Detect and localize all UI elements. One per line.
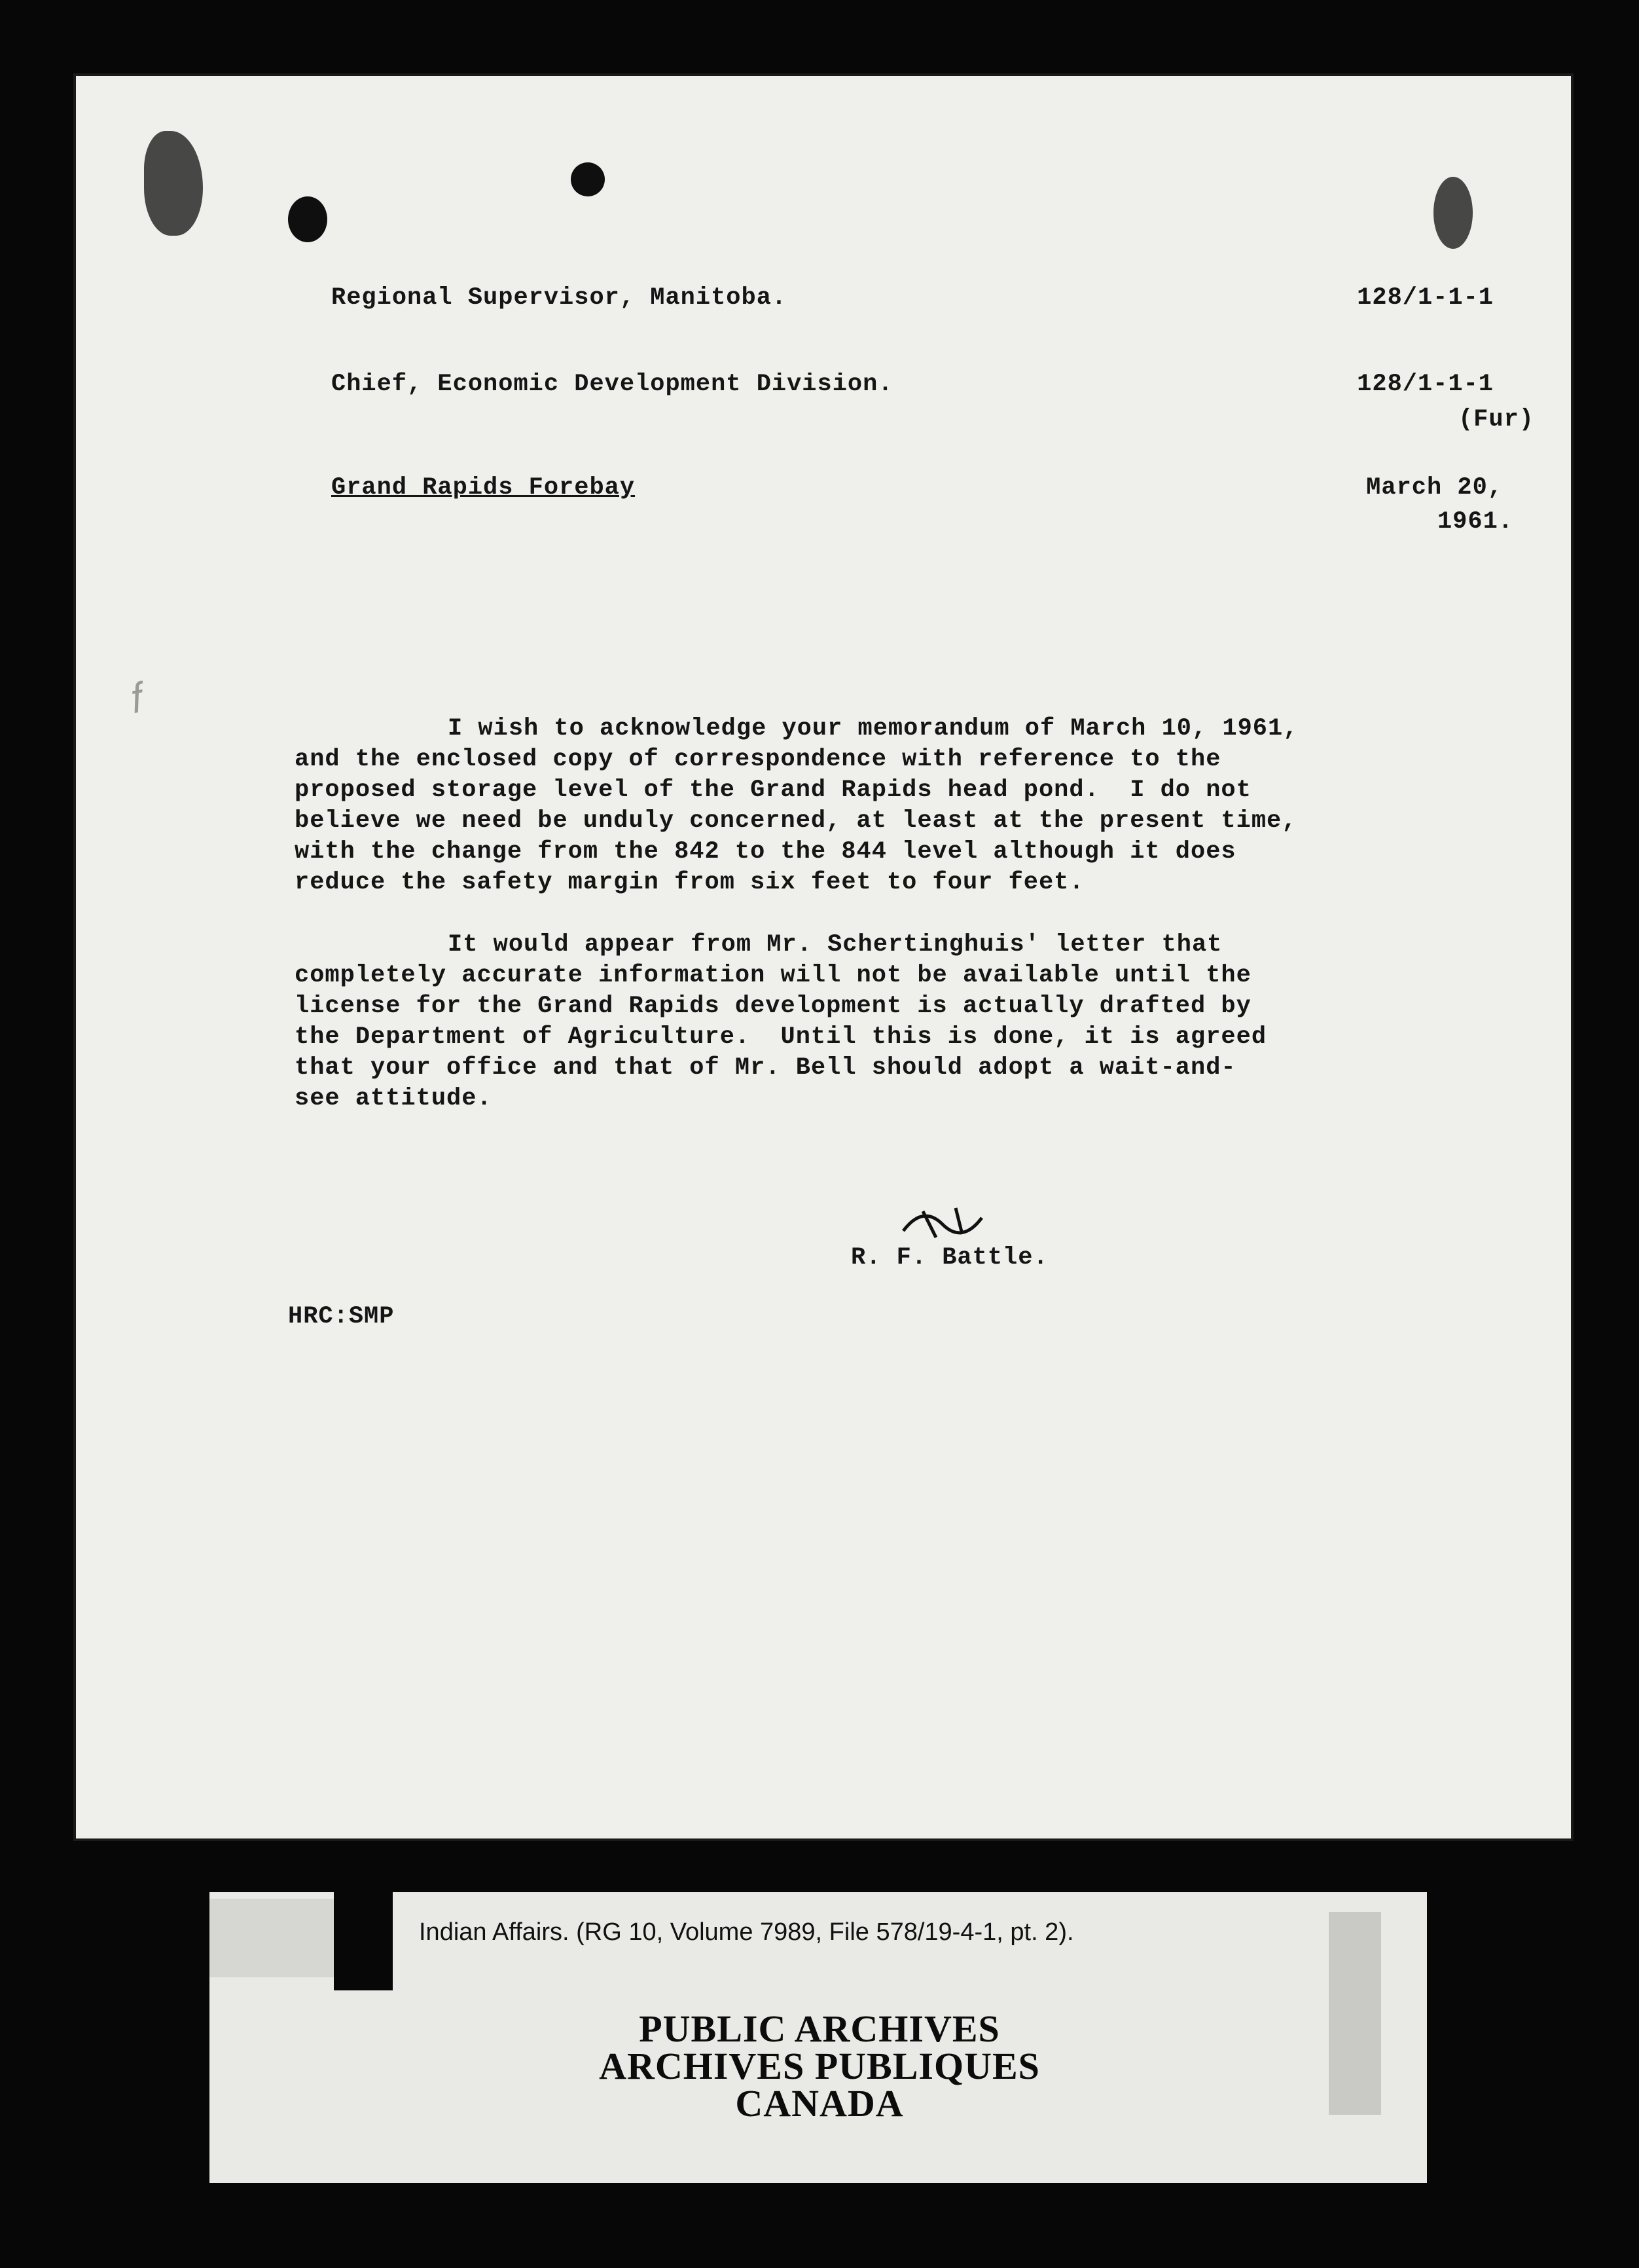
signature-scribble: [897, 1198, 1001, 1244]
archive-citation: Indian Affairs. (RG 10, Volume 7989, File 578/19-4-1, pt. 2).: [419, 1918, 1074, 1946]
memo-subject: Grand Rapids Forebay: [331, 474, 636, 502]
memo-from-file-number: 128/1-1-1: [1357, 371, 1494, 398]
memo-date-year: 1961.: [1437, 508, 1513, 536]
archive-stamp-line-3: CANADA: [735, 2082, 904, 2125]
signature-handwritten: [897, 1198, 1001, 1251]
memo-to: Regional Supervisor, Manitoba.: [331, 284, 787, 312]
margin-pencil-mark: 𝑓: [126, 673, 149, 724]
archive-label-left-tab: [209, 1899, 334, 1977]
memo-from-file-suffix: (Fur): [1458, 406, 1534, 433]
archive-label-notch: [334, 1892, 393, 1990]
ink-blot: [571, 162, 605, 196]
ink-smudge: [288, 196, 327, 242]
ink-corner-mark: [1433, 177, 1473, 249]
archive-stamp-line-2: ARCHIVES PUBLIQUES: [599, 2045, 1040, 2087]
archive-stamp-line-1: PUBLIC ARCHIVES: [639, 2007, 1000, 2050]
memo-paragraph-2: It would appear from Mr. Schertinghuis' letter that completely accurate information will not be available until the license for the Grand Rapids development is actually drafted by the Department of Agriculture. Until this is done, it is agreed that your office and that of Mr. Bell should adopt a wait-and- see attitude.: [295, 931, 1267, 1112]
memo-from: Chief, Economic Development Division.: [331, 371, 893, 398]
memo-date: March 20,: [1366, 474, 1503, 502]
memo-initials: HRC:SMP: [288, 1303, 395, 1330]
memo-signature-name: R. F. Battle.: [851, 1244, 1049, 1271]
memo-to-file-number: 128/1-1-1: [1357, 284, 1494, 312]
memo-paragraph-1: I wish to acknowledge your memorandum of March 10, 1961, and the enclosed copy of correspondence with reference to the proposed storage level of the Grand Rapids head pond. I do not believe we need be unduly concerned, at least at the present time, with the change from the 842 to the 844 level although it does reduce the safety margin from six feet to four feet.: [295, 715, 1299, 896]
